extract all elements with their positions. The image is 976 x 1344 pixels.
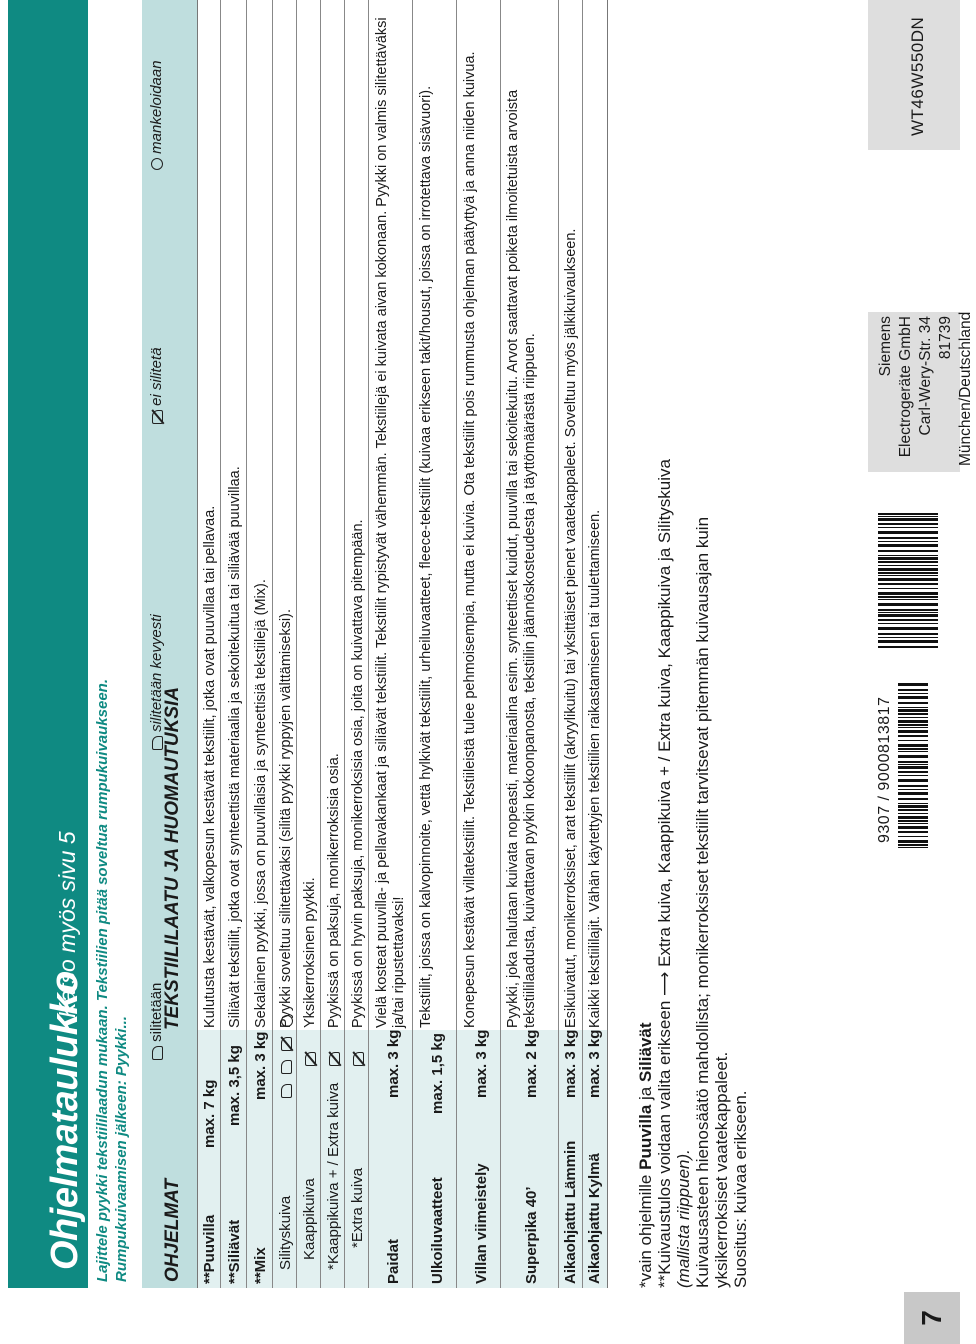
table-row bbox=[200, 0, 220, 1288]
barcode-number: 9307 / 9000813817 bbox=[876, 696, 893, 843]
table-row bbox=[296, 0, 320, 1288]
footnote-2-italic: (mallista riippuen). bbox=[674, 1149, 693, 1288]
intro-line-2: Rumpukuivaamisen jälkeen: Pyykki... bbox=[113, 1016, 130, 1282]
program-max-load: max. 7 kg bbox=[201, 1079, 218, 1148]
barcode-2-icon bbox=[878, 508, 908, 648]
table-row bbox=[368, 0, 412, 1288]
program-description: Vielä kosteat puuvilla- ja pellavakankaat ja siliävät tekstiilit. Tekstiilit rypistyvät vähemmän. Tekstiilejä ei kuivata aivan kokonaan. Pyykki on valmis silitettäväksi ja/tai ripustettavaksi! bbox=[374, 17, 407, 1028]
no-iron-icon bbox=[329, 1052, 340, 1066]
program-name: **Puuvilla bbox=[201, 1214, 218, 1284]
table-row bbox=[500, 0, 558, 1288]
table-row bbox=[220, 0, 246, 1288]
program-max-load: max. 2 kg bbox=[523, 1029, 540, 1098]
footnote-2 bbox=[655, 408, 693, 1288]
mangle-icon bbox=[151, 158, 163, 170]
legend-ironed-light bbox=[148, 614, 165, 750]
table-row bbox=[412, 0, 456, 1288]
program-description: Yksikerroksinen pyykki. bbox=[302, 877, 318, 1028]
legend-ironed-light-label: silitetään kevyesti bbox=[148, 614, 165, 732]
no-iron-icon bbox=[305, 1052, 316, 1066]
table-row bbox=[344, 0, 368, 1288]
program-name: Villan viimeistely bbox=[473, 1163, 490, 1284]
table-row bbox=[272, 0, 296, 1288]
footnote-1-mid: ja bbox=[636, 1082, 655, 1105]
model-number: WT46W550DN bbox=[908, 16, 927, 136]
intro-line-1: Lajittele pyykki tekstiililaadun mukaan. Tekstiilien pitää soveltua rumpukuivaukseen. bbox=[94, 679, 111, 1282]
iron-light-icon bbox=[281, 1060, 292, 1074]
legend-mangled-label: mankeloidaan bbox=[148, 60, 165, 154]
iron-icon bbox=[152, 1046, 163, 1060]
program-description: Pyykissä on hyvin paksuja, monikerroksisia osia, joita on kuivattava pitempään. bbox=[350, 519, 366, 1028]
legend-mangled bbox=[148, 60, 165, 170]
program-max-load: max. 3 kg bbox=[473, 1029, 490, 1098]
program-description: Sekalainen pyykki, jossa on puuvillaisia ja synteettisiä tekstiilejä (Mix). bbox=[253, 579, 269, 1028]
footnote-1-bold-1: Puuvilla bbox=[636, 1104, 655, 1170]
program-name: Paidat bbox=[385, 1238, 402, 1284]
page-title: Ohjelmataulukko bbox=[44, 971, 86, 1270]
program-name: **Siliävät bbox=[226, 1219, 243, 1284]
program-name: Kaappikuiva bbox=[301, 1178, 318, 1260]
program-description: Konepesun kestävät villatekstiilit. Tekstiileistä tulee pehmoisempia, mutta ei kuivia. Ota tekstiilit pois rummusta ohjelman päätyttyä ja anna niiden kuivua. bbox=[462, 51, 478, 1028]
program-name: *Kaappikuiva + / Extra kuiva bbox=[325, 1082, 342, 1270]
program-name: Aikaohjattu Kylmä bbox=[586, 1153, 603, 1284]
program-name: *Extra kuiva bbox=[349, 1167, 366, 1248]
footnote-1-text: *vain ohjelmille bbox=[636, 1169, 655, 1288]
no-iron-icon bbox=[152, 410, 163, 424]
footnote-3: Kuivausasteen hienosäätö mahdollista; monikerroksiset tekstiilit tarvitsevat pitemmän kuivausajan kuin yksikerroksiset vaatekappaleet. bbox=[693, 516, 731, 1288]
program-description: Pyykki soveltuu silitettäväksi (silitä pyykki ryppyjen välttämiseksi). bbox=[278, 608, 294, 1028]
program-name: Aikaohjattu Lämmin bbox=[562, 1140, 579, 1284]
table-header bbox=[142, 0, 198, 1288]
program-max-load: max. 3,5 kg bbox=[226, 1045, 243, 1126]
footnote-1 bbox=[636, 408, 655, 1288]
program-description: Kulutusta kestävät, valkopesun kestävät tekstiilit, jotka ovat puuvillaa tai pellavaa. bbox=[202, 505, 218, 1028]
footnote-2-text: **Kuivaustulos voidaan valita erikseen bbox=[655, 995, 674, 1288]
program-max-load: max. 1,5 kg bbox=[429, 1033, 446, 1114]
arrow-icon: ⟶ bbox=[655, 971, 674, 996]
table-row bbox=[246, 0, 272, 1288]
table-body bbox=[198, 0, 608, 1288]
program-description: Pyykissä on paksuja, monikerroksisia osia. bbox=[326, 753, 342, 1028]
icon-set bbox=[326, 1052, 341, 1066]
legend-not-ironed-label: ei silitetä bbox=[148, 347, 165, 406]
footnotes bbox=[636, 408, 750, 1288]
address-line-1: Siemens Electrogeräte GmbH bbox=[877, 316, 914, 458]
table-row bbox=[456, 0, 500, 1288]
address-line-2: Carl-Wery-Str. 34 bbox=[917, 316, 934, 436]
see-also-note: Katso myös sivu 5 bbox=[54, 831, 80, 1018]
program-max-load: max. 3 kg bbox=[385, 1029, 402, 1098]
legend-not-ironed bbox=[148, 347, 165, 424]
program-max-load: max. 3 kg bbox=[562, 1029, 579, 1098]
address-line-3: 81739 München/Deutschland bbox=[937, 311, 974, 466]
table-row bbox=[320, 0, 344, 1288]
footer-band bbox=[868, 0, 974, 1288]
header-textile: TEKSTIILILAATU JA HUOMAUTUKSIA bbox=[162, 686, 183, 1030]
legend-ironed-label: silitetään bbox=[148, 982, 165, 1042]
program-description: Kaikki tekstiililajit. Vähän käytettyjen tekstiilien raikastamiseen tai tuulettamiseen. bbox=[587, 509, 603, 1028]
program-max-load: max. 3 kg bbox=[586, 1029, 603, 1098]
program-name: **Mix bbox=[252, 1247, 269, 1284]
program-description: Siliävät tekstiilit, jotka ovat synteettistä materiaalia ja sekoitekuitua tai siliävää puuvillaa. bbox=[227, 466, 243, 1028]
icon-set bbox=[302, 1052, 317, 1066]
footnote-2-options: Extra kuiva, Kaappikuiva + / Extra kuiva, Kaappikuiva ja Silityskuiva bbox=[655, 459, 674, 972]
table-row bbox=[582, 0, 608, 1288]
footnote-4: Suositus: kuivaa erikseen. bbox=[731, 1090, 750, 1288]
program-name: Superpika 40’ bbox=[523, 1186, 540, 1284]
program-description: Esikuivatut, monikerroksiset, arat tekstiilit (akryylikuitu) tai yksittäiset pienet vaatekappaleet. Soveltuu myös jälkikuivaukseen. bbox=[563, 228, 579, 1028]
header-programs: OHJELMAT bbox=[162, 1178, 183, 1282]
manufacturer-address bbox=[876, 311, 976, 466]
program-description: Tekstiilit, joissa on kalvopinnoite, vettä hylkivät tekstiilit, urheiluvaatteet, fleece-tekstiilit (kuivaa erikseen takit/housut, joissa on irrotettava sisävuori). bbox=[418, 85, 434, 1028]
table-row bbox=[558, 0, 582, 1288]
barcode-1-icon bbox=[898, 678, 928, 848]
program-name: Ulkoiluvaatteet bbox=[429, 1177, 446, 1284]
program-max-load: max. 3 kg bbox=[252, 1031, 269, 1100]
footnote-1-bold-2: Siliävät bbox=[636, 1022, 655, 1082]
no-iron-icon bbox=[281, 1037, 292, 1051]
program-description: Pyykki, joka halutaan kuivata nopeasti, materiaalina esim. synteettiset kuidut, puuvilla tai sekoitekuitu. Arvot saattavat poiketa ilmoitetuista arvoista tekstiililaadusta, kuivattavan pyykin kokoonpanosta, tekstiilin jäännöskosteudesta ja täyttömäärästä riippuen. bbox=[505, 89, 538, 1028]
no-iron-icon bbox=[353, 1052, 364, 1066]
icon-set bbox=[350, 1052, 365, 1066]
program-table bbox=[142, 0, 608, 1288]
page-number: 7 bbox=[904, 1292, 960, 1344]
title-band bbox=[8, 0, 88, 1288]
iron-light-icon bbox=[152, 736, 163, 750]
program-name: Silityskuiva bbox=[277, 1195, 294, 1270]
iron-icon bbox=[281, 1084, 292, 1098]
